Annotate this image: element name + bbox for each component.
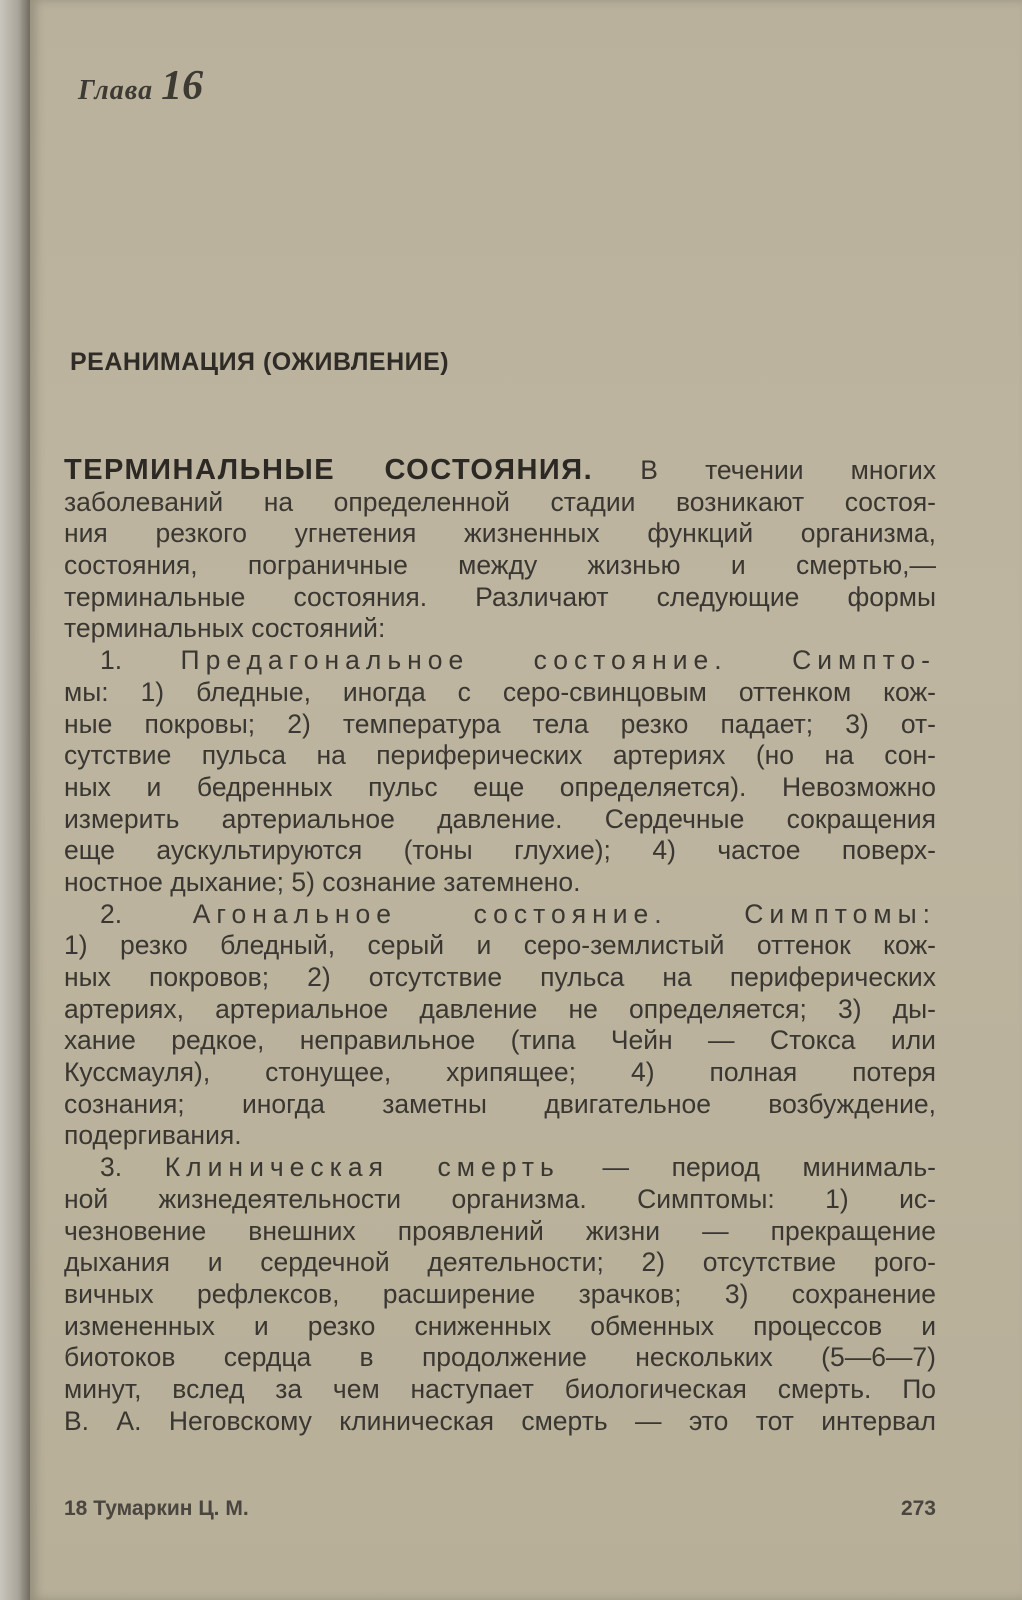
text-line xyxy=(64,455,936,487)
spaced-term: Клиническая смерть xyxy=(164,1152,560,1183)
text-line: заболеваний на определенной стадии возникают состоя- xyxy=(64,486,936,517)
text-line: ностное дыхание; 5) сознание затемнено. xyxy=(64,866,581,897)
text-line: ных и бедренных пульс еще определяется). Невозможно xyxy=(64,771,936,802)
chapter-heading xyxy=(78,62,203,110)
text-line: биотоков сердца в продолжение нескольких (5—6—7) xyxy=(64,1342,936,1373)
text-line: 1) резко бледный, серый и серо-землистый оттенок кож- xyxy=(64,930,936,961)
text-line: ной жизнедеятельности организма. Симптомы: 1) ис- xyxy=(64,1183,936,1214)
text-line xyxy=(64,1152,936,1184)
text-line-rest: В течении многих xyxy=(593,455,936,485)
text-line: мы: 1) бледные, иногда с серо-свинцовым оттенком кож- xyxy=(64,676,936,707)
text-line: ных покровов; 2) отсутствие пульса на периферических xyxy=(64,962,936,992)
spaced-term: Агональное состояние. Симптомы: xyxy=(192,898,936,929)
text-line: чезновение внешних проявлений жизни — прекращение xyxy=(64,1215,936,1246)
text-line: Куссмауля), стонущее, хрипящее; 4) полная потеря xyxy=(64,1057,936,1088)
chapter-word: Глава xyxy=(78,75,154,106)
text-line: измененных и резко сниженных обменных процессов и xyxy=(64,1310,936,1341)
text-line: измерить артериальное давление. Сердечные сокращения xyxy=(64,803,936,834)
text-line: дыхания и сердечной деятельности; 2) отсутствие рого- xyxy=(64,1247,936,1278)
inline-heading: ТЕРМИНАЛЬНЫЕ СОСТОЯНИЯ. xyxy=(64,455,594,486)
section-title: РЕАНИМАЦИЯ (ОЖИВЛЕНИЕ) xyxy=(70,348,450,376)
text-line: ные покровы; 2) температура тела резко падает; 3) от- xyxy=(64,708,936,739)
printer-signature: 18 Тумаркин Ц. М. xyxy=(64,1497,249,1520)
text-line: хание редкое, неправильное (типа Чейн — Стокса или xyxy=(64,1025,936,1056)
text-line: терминальных состояний: xyxy=(64,613,386,644)
book-page xyxy=(30,0,1022,1600)
text-line: терминальные состояния. Различают следующие формы xyxy=(64,581,936,612)
list-number: 3. xyxy=(100,1152,123,1183)
text-line: сознания; иногда заметны двигательное возбуждение, xyxy=(64,1088,936,1119)
text-line xyxy=(64,899,936,931)
text-line xyxy=(64,645,936,677)
page-number: 273 xyxy=(900,1497,936,1520)
text-line-rest: — период минималь- xyxy=(559,1152,936,1183)
text-line: еще аускультируются (тоны глухие); 4) частое поверх- xyxy=(64,835,936,866)
text-line: артериях, артериальное давление не определяется; 3) ды- xyxy=(64,993,936,1024)
text-line: вичных рефлексов, расширение зрачков; 3) сохранение xyxy=(64,1278,936,1309)
binding-edge xyxy=(0,0,30,1600)
list-number: 2. xyxy=(100,898,123,929)
spaced-term: Предагональное состояние. Симпто- xyxy=(180,645,936,676)
body-text xyxy=(64,455,936,1437)
text-line: минут, вслед за чем наступает биологическая смерть. По xyxy=(64,1373,936,1404)
text-line: подергивания. xyxy=(64,1120,242,1151)
chapter-number: 16 xyxy=(161,63,204,109)
text-line: сутствие пульса на периферических артериях (но на сон- xyxy=(64,740,936,771)
text-line: ния резкого угнетения жизненных функций организма, xyxy=(64,518,936,549)
list-number: 1. xyxy=(100,645,123,676)
text-line: состояния, пограничные между жизнью и смертью,— xyxy=(64,550,936,581)
text-line: В. А. Неговскому клиническая смерть — это тот интервал xyxy=(64,1405,936,1436)
